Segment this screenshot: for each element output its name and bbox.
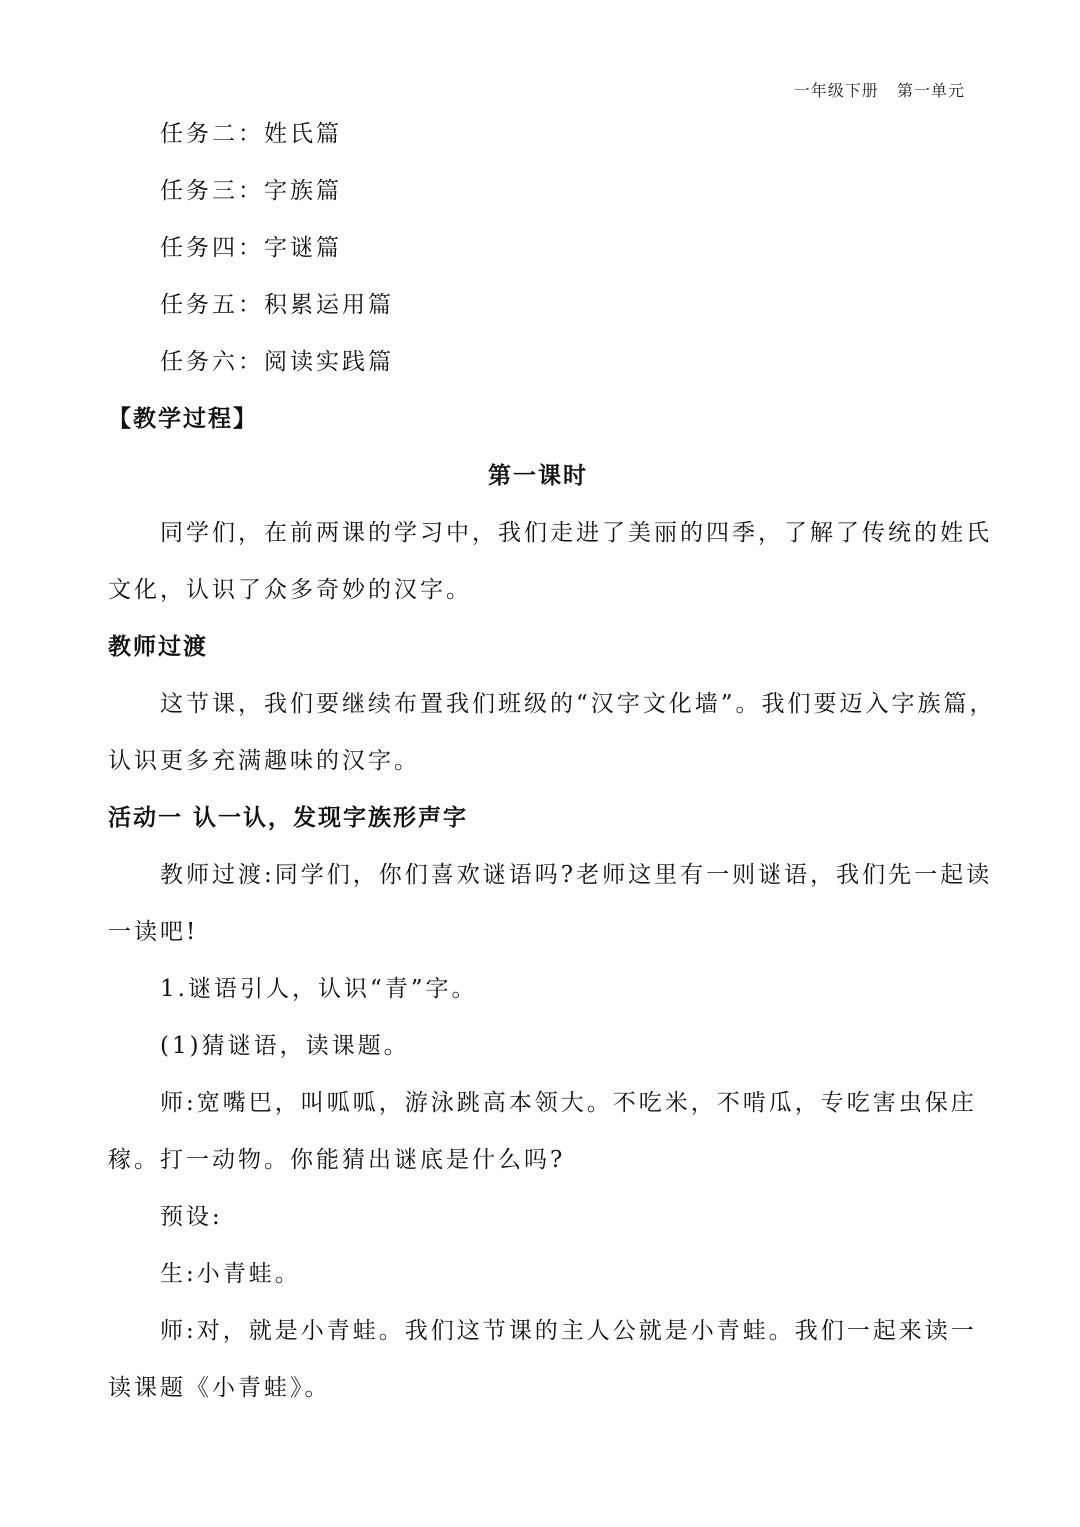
teacher-riddle-line-2: 稼。打一动物。你能猜出谜底是什么吗?	[108, 1147, 566, 1173]
task-item: 任务六：阅读实践篇	[160, 349, 394, 375]
lesson-title: 第一课时	[488, 463, 588, 489]
task-item: 任务五：积累运用篇	[160, 292, 394, 318]
task-item: 任务三：字族篇	[160, 178, 342, 204]
activity-heading: 活动一 认一认，发现字族形声字	[108, 805, 469, 831]
transition-line-2: 认识更多充满趣味的汉字。	[108, 748, 420, 774]
preset-label: 预设:	[160, 1204, 223, 1230]
page-header: 一年级下册 第一单元	[793, 81, 965, 100]
step-1-sub: (1)猜谜语，读课题。	[160, 1033, 410, 1059]
teacher-riddle-line-1: 师:宽嘴巴，叫呱呱，游泳跳高本领大。不吃米，不啃瓜，专吃害虫保庄	[160, 1090, 977, 1116]
task-item: 任务四：字谜篇	[160, 235, 342, 261]
activity-intro-line-2: 一读吧!	[108, 919, 199, 945]
activity-intro-line-1: 教师过渡:同学们，你们喜欢谜语吗?老师这里有一则谜语，我们先一起读	[160, 862, 993, 888]
student-answer: 生:小青蛙。	[160, 1261, 301, 1287]
page-content	[108, 106, 996, 1417]
teacher-reply-line-2: 读课题《小青蛙》。	[108, 1375, 331, 1401]
intro-line-1: 同学们，在前两课的学习中，我们走进了美丽的四季，了解了传统的姓氏	[160, 520, 992, 546]
section-title: 【教学过程】	[108, 406, 258, 432]
transition-heading: 教师过渡	[108, 634, 208, 660]
teacher-reply-line-1: 师:对，就是小青蛙。我们这节课的主人公就是小青蛙。我们一起来读一	[160, 1318, 977, 1344]
step-1: 1.谜语引人，认识“青”字。	[160, 976, 478, 1002]
transition-line-1: 这节课，我们要继续布置我们班级的“汉字文化墙”。我们要迈入字族篇，	[160, 691, 996, 717]
intro-line-2: 文化，认识了众多奇妙的汉字。	[108, 577, 472, 603]
task-item: 任务二：姓氏篇	[160, 121, 342, 147]
